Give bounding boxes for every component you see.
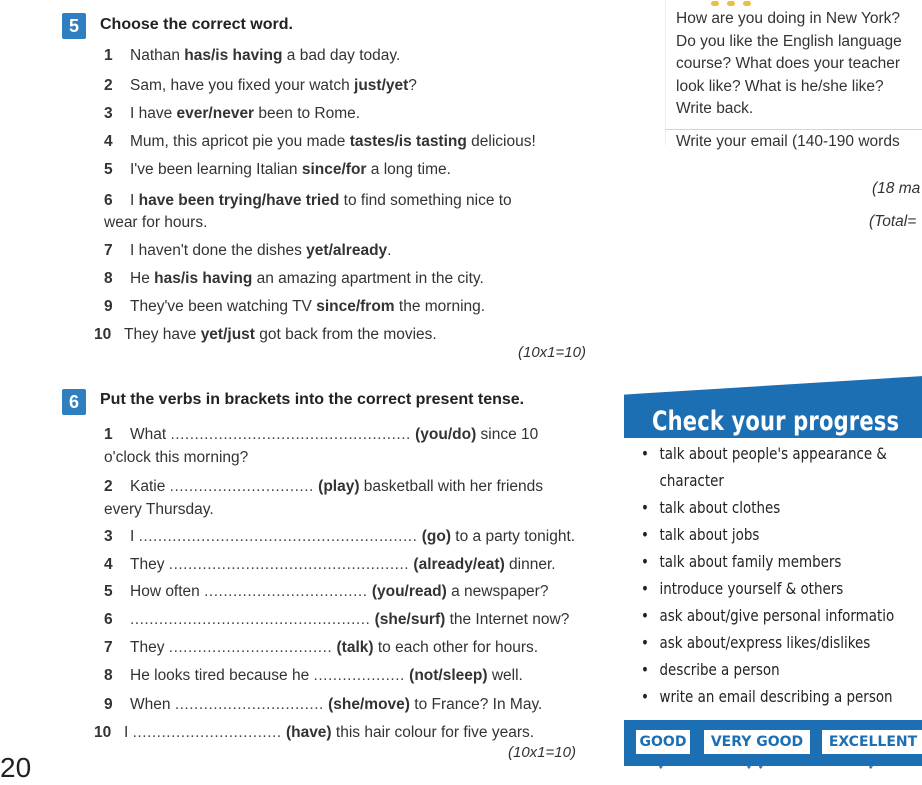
item-text: every Thursday. — [104, 501, 214, 518]
verb-hint: (you/read) — [371, 583, 447, 600]
item-text: I haven't done the dishes — [130, 242, 307, 259]
word-choice[interactable]: yet/just — [200, 326, 255, 343]
verb-hint: (she/move) — [328, 696, 410, 713]
exercise-6-item — [104, 665, 523, 687]
exercise-6-score: (10x1=10) — [508, 744, 576, 761]
word-choice[interactable]: tastes/is tasting — [349, 133, 467, 150]
email-divider — [665, 129, 922, 130]
item-number: 8 — [104, 270, 113, 287]
word-choice[interactable]: has/is having — [184, 47, 283, 64]
item-text: got back from the movies. — [254, 326, 437, 343]
exercise-5-item — [104, 190, 512, 212]
exercise-6-item — [104, 447, 248, 469]
total-marks: (Total= — [869, 213, 917, 230]
answer-blank[interactable]: ............................... — [132, 724, 282, 741]
exercise-6-item — [104, 424, 538, 446]
item-text: They've been watching TV — [130, 298, 317, 315]
exercise-5-score: (10x1=10) — [518, 344, 586, 361]
item-text: a bad day today. — [282, 47, 401, 64]
answer-blank[interactable]: .............................. — [169, 478, 314, 495]
progress-item: • talk about people's appearance & — [636, 440, 878, 467]
item-number: 2 — [104, 77, 113, 94]
answer-blank[interactable]: ................... — [313, 667, 405, 684]
item-text: I've been learning Italian — [130, 161, 302, 178]
exercise-5-item — [104, 296, 485, 318]
email-line: look like? What is he/she like? — [676, 77, 884, 95]
item-text: dinner. — [504, 556, 556, 573]
page-number: 20 — [0, 752, 32, 783]
answer-blank[interactable]: .......................................................... — [138, 528, 418, 545]
email-marks: (18 ma — [872, 180, 921, 197]
word-choice[interactable]: has/is having — [154, 270, 253, 287]
email-line: Do you like the English language — [676, 32, 902, 50]
rating-excellent[interactable]: EXCELLENT ✓ — [822, 730, 922, 754]
item-text: a newspaper? — [446, 583, 549, 600]
exercise-6-item — [104, 694, 542, 716]
item-text: to find something nice to — [339, 192, 512, 209]
item-number: 7 — [104, 242, 113, 259]
exercise-6-item — [104, 609, 569, 631]
progress-item: • describe a person — [636, 656, 878, 683]
exercise-6-item — [104, 526, 575, 548]
item-text: the morning. — [394, 298, 486, 315]
answer-blank[interactable]: .................................................. — [170, 426, 411, 443]
item-number: 1 — [104, 47, 113, 64]
progress-item: character — [659, 471, 724, 490]
item-text: I — [130, 192, 139, 209]
item-text: Sam, have you fixed your watch — [130, 77, 355, 94]
exercise-5-item — [104, 103, 360, 125]
item-text: Katie — [130, 478, 170, 495]
item-number: 1 — [104, 426, 113, 443]
item-number: 10 — [94, 326, 112, 343]
exercise-5-badge: 5 — [62, 13, 86, 39]
rating-good[interactable]: GOOD ✓ — [636, 730, 690, 754]
verb-hint: (have) — [285, 724, 332, 741]
word-choice[interactable]: since/for — [301, 161, 367, 178]
item-text: to France? In May. — [409, 696, 543, 713]
verb-hint: (already/eat) — [413, 556, 505, 573]
item-text: delicious! — [466, 133, 536, 150]
progress-item: • introduce yourself & others — [636, 575, 878, 602]
exercise-6-item — [104, 499, 214, 521]
item-number: 9 — [104, 298, 113, 315]
exercise-5-item — [104, 268, 484, 290]
item-text: since 10 — [476, 426, 539, 443]
verb-hint: (talk) — [336, 639, 374, 656]
item-text: an amazing apartment in the city. — [252, 270, 484, 287]
item-number: 3 — [104, 528, 113, 545]
item-text: this hair colour for five years. — [331, 724, 535, 741]
progress-item: • ask about/express likes/dislikes — [636, 629, 878, 656]
exercise-6-item — [104, 476, 543, 498]
verb-hint: (you/do) — [415, 426, 477, 443]
item-text: He looks tired because he — [130, 667, 314, 684]
word-choice[interactable]: ever/never — [176, 105, 255, 122]
email-instruction: Write your email (140-190 words — [676, 133, 900, 150]
email-line: Write back. — [676, 100, 754, 117]
item-text: to each other for hours. — [373, 639, 539, 656]
item-text: I have — [130, 105, 177, 122]
item-text: When — [130, 696, 175, 713]
word-choice[interactable]: yet/already — [306, 242, 388, 259]
item-text: How often — [130, 583, 205, 600]
answer-blank[interactable]: .................................................. — [168, 556, 410, 573]
progress-item: • talk about jobs — [636, 521, 878, 548]
email-prompt — [676, 8, 902, 121]
item-text: ? — [408, 77, 417, 94]
item-number: 2 — [104, 478, 113, 495]
item-number: 4 — [104, 556, 113, 573]
verb-hint: (not/sleep) — [409, 667, 488, 684]
email-line: How are you doing in New York? — [676, 10, 901, 27]
item-number: 6 — [104, 611, 113, 628]
item-text: He — [130, 270, 155, 287]
answer-blank[interactable]: .................................. — [204, 583, 368, 600]
exercise-5-heading: Choose the correct word. — [100, 16, 293, 33]
exercise-6-item — [104, 637, 538, 659]
item-number: 5 — [104, 161, 113, 178]
item-number: 6 — [104, 192, 113, 209]
item-text: They have — [124, 326, 201, 343]
item-text: o'clock this morning? — [104, 449, 249, 466]
progress-item: • ask about/give personal informatio — [636, 602, 878, 629]
item-number: 5 — [104, 583, 113, 600]
answer-blank[interactable]: .................................. — [168, 639, 333, 656]
item-text: Mum, this apricot pie you made — [130, 133, 350, 150]
exercise-5-item — [104, 240, 391, 262]
exercise-6-badge: 6 — [62, 389, 86, 415]
item-text: They — [130, 556, 169, 573]
item-text: a long time. — [366, 161, 451, 178]
exercise-5-item — [104, 159, 451, 181]
answer-blank[interactable]: ............................... — [174, 696, 324, 713]
exercise-6-item — [104, 554, 556, 576]
item-number: 4 — [104, 133, 113, 150]
word-choice[interactable]: have been trying/have tried — [138, 192, 340, 209]
rating-bar — [624, 720, 922, 774]
item-text: They — [130, 639, 169, 656]
item-number: 8 — [104, 667, 113, 684]
word-choice[interactable]: since/from — [316, 298, 395, 315]
exercise-5-item — [94, 324, 437, 346]
progress-item: • talk about clothes — [636, 494, 878, 521]
verb-hint: (she/surf) — [374, 611, 446, 628]
item-number: 9 — [104, 696, 113, 713]
item-text: I — [124, 724, 133, 741]
item-text: been to Rome. — [254, 105, 361, 122]
exercise-5-item — [104, 75, 417, 97]
progress-item: • write an email describing a person — [636, 683, 878, 710]
progress-list — [636, 440, 922, 710]
item-text: wear for hours. — [104, 214, 208, 231]
item-text: to a party tonight. — [450, 528, 576, 545]
item-number: 10 — [94, 724, 112, 741]
item-number: 7 — [104, 639, 113, 656]
verb-hint: (play) — [318, 478, 360, 495]
exercise-5-item — [104, 45, 400, 67]
exercise-5-item — [104, 212, 207, 234]
check-progress-panel — [624, 376, 922, 768]
progress-title: Check your progress — [652, 406, 900, 437]
item-text: Nathan — [130, 47, 185, 64]
rating-very-good[interactable]: VERY GOOD ✓✓ — [704, 730, 810, 754]
verb-hint: (go) — [421, 528, 451, 545]
item-number: 3 — [104, 105, 113, 122]
exercise-6-heading: Put the verbs in brackets into the correct present tense. — [100, 391, 525, 408]
answer-blank[interactable]: .................................................. — [130, 611, 371, 628]
email-line: course? What does your teacher — [676, 55, 901, 72]
item-text: the Internet now? — [445, 611, 570, 628]
word-choice[interactable]: just/yet — [354, 77, 409, 94]
item-text: well. — [487, 667, 523, 684]
exercise-6-item — [94, 722, 534, 744]
progress-item: • talk about family members — [636, 548, 878, 575]
exercise-5-item — [104, 131, 536, 153]
item-text: I — [130, 528, 139, 545]
item-text: What — [130, 426, 171, 443]
exercise-6-item — [104, 581, 548, 603]
item-text: . — [387, 242, 392, 259]
item-text: basketball with her friends — [359, 478, 544, 495]
